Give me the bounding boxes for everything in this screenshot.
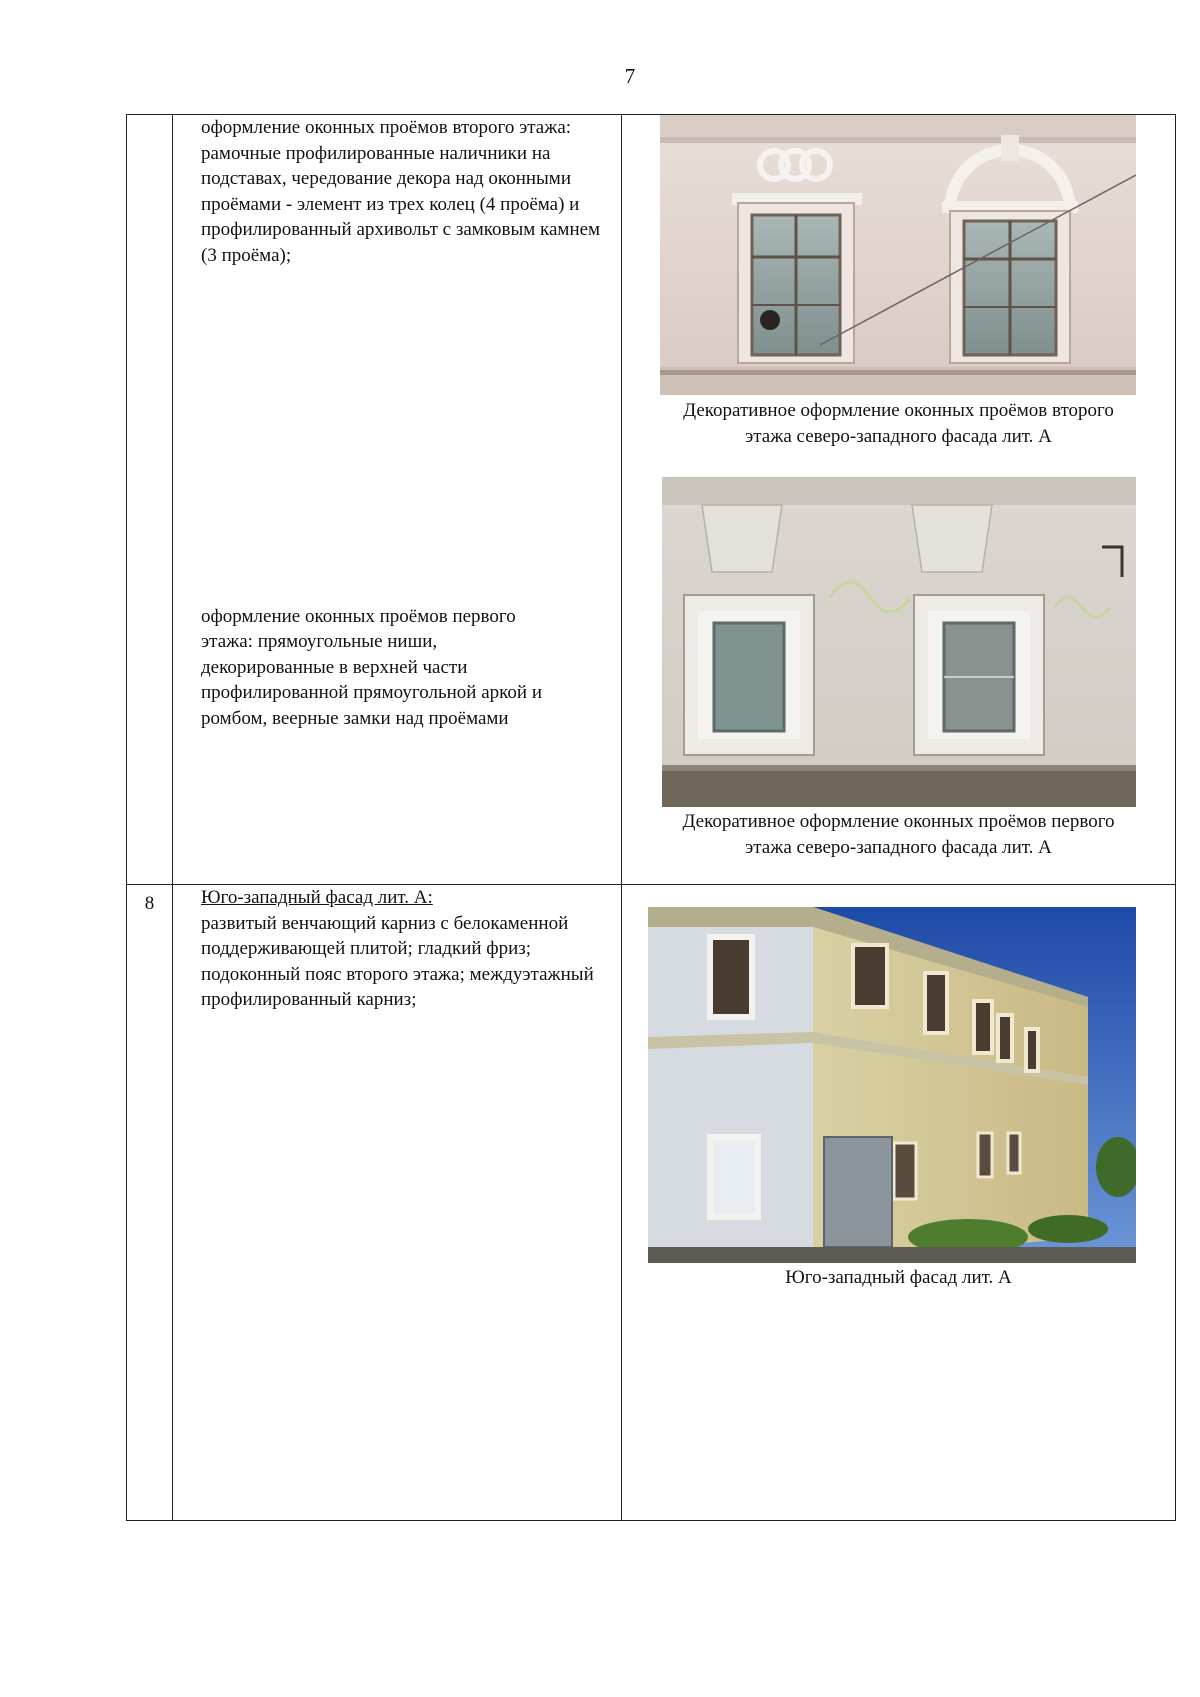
photo-caption: Юго-западный фасад лит. А xyxy=(785,1267,1012,1288)
table-row xyxy=(127,115,1176,885)
table-row xyxy=(127,885,1176,1521)
photo-caption: Декоративное оформление оконных проёмов второго этажа северо-западного фасада лит. А xyxy=(683,400,1114,447)
row-number-cell xyxy=(127,115,173,885)
description-cell xyxy=(173,885,622,1521)
page-number: 7 xyxy=(624,64,636,88)
facade-heading: Юго-западный фасад лит. А: xyxy=(201,887,433,908)
photo-cell xyxy=(622,115,1176,885)
description-cell xyxy=(173,115,622,885)
southwest-facade-photo xyxy=(648,907,1136,1263)
features-table xyxy=(126,114,1176,1521)
first-floor-windows-photo xyxy=(662,477,1136,807)
second-floor-windows-text: оформление оконных проёмов второго этажа: рамочные профилированные наличники на подставах, чередование декора над оконными проёмами - элемент из трех колец (4 проёма) и профилированный архивольт с замковым камнем (3 проёма); xyxy=(201,117,601,266)
southwest-facade-text: развитый венчающий карниз с белокаменной поддерживающей плитой; гладкий фриз; подоконный пояс второго этажа; междуэтажный профилированный карниз; xyxy=(201,912,594,1010)
photo-caption: Декоративное оформление оконных проёмов первого этажа северо-западного фасада лит. А xyxy=(682,811,1115,858)
first-floor-windows-text: оформление оконных проёмов первого этажа: прямоугольные ниши, декорированные в верхней части профилированной прямоугольной аркой и ромбом, веерные замки над проёмами xyxy=(201,605,542,729)
row-number-cell: 8 xyxy=(127,885,173,1521)
photo-cell xyxy=(622,885,1176,1521)
second-floor-windows-photo xyxy=(660,115,1136,395)
